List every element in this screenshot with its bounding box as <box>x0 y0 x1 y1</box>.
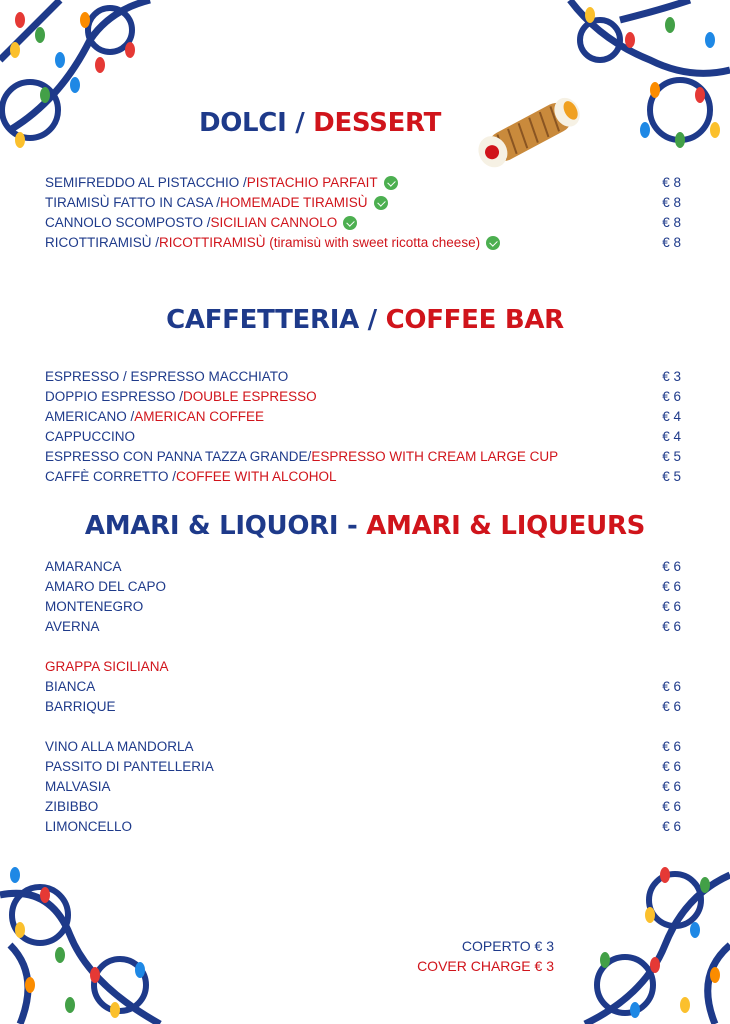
list-item <box>45 193 681 213</box>
list-item <box>45 677 681 697</box>
list-item <box>45 387 681 407</box>
item-name-italian: RICOTTIRAMISÙ / <box>45 235 159 250</box>
item-price: € 8 <box>662 235 681 250</box>
grappa-heading-label: GRAPPA SICILIANA <box>45 659 169 674</box>
item-price: € 8 <box>662 215 681 230</box>
item-price: € 6 <box>662 699 681 714</box>
item-price: € 6 <box>662 599 681 614</box>
coffee-list <box>45 367 681 487</box>
list-item <box>45 697 681 717</box>
item-price: € 5 <box>662 469 681 484</box>
list-item <box>45 233 681 253</box>
amari-list <box>45 557 681 837</box>
item-name-italian: ESPRESSO CON PANNA TAZZA GRANDE/ <box>45 449 312 464</box>
vegetarian-leaf-icon <box>486 236 500 250</box>
coffee-title <box>0 305 730 335</box>
item-name-italian: CAPPUCCINO <box>45 429 136 444</box>
list-item <box>45 577 681 597</box>
item-name: AMARO DEL CAPO <box>45 579 167 594</box>
item-price: € 6 <box>662 619 681 634</box>
list-item <box>45 777 681 797</box>
item-name-english: DOUBLE ESPRESSO <box>183 389 317 404</box>
item-name: ZIBIBBO <box>45 799 99 814</box>
grappa-heading <box>45 657 681 677</box>
coffee-title-italian: CAFFETTERIA / <box>166 305 377 335</box>
item-price: € 6 <box>662 579 681 594</box>
dessert-title-italian: DOLCI / <box>198 108 305 138</box>
item-name: BARRIQUE <box>45 699 116 714</box>
item-price: € 3 <box>662 369 681 384</box>
decorative-light-garland-bottom-right <box>565 855 730 1024</box>
vegetarian-leaf-icon <box>343 216 357 230</box>
item-name-italian: ESPRESSO / ESPRESSO MACCHIATO <box>45 369 289 384</box>
list-item <box>45 427 681 447</box>
list-item <box>45 597 681 617</box>
decorative-light-garland-bottom-left <box>0 855 170 1024</box>
item-name-english: AMERICAN COFFEE <box>134 409 265 424</box>
item-price: € 6 <box>662 819 681 834</box>
coffee-title-english: COFFEE BAR <box>385 305 564 335</box>
item-price: € 4 <box>662 429 681 444</box>
item-name-english: COFFEE WITH ALCOHOL <box>176 469 337 484</box>
item-name: VINO ALLA MANDORLA <box>45 739 194 754</box>
item-name-italian: TIRAMISÙ FATTO IN CASA / <box>45 195 221 210</box>
item-price: € 6 <box>662 759 681 774</box>
list-item <box>45 797 681 817</box>
item-name-italian: DOPPIO ESPRESSO / <box>45 389 184 404</box>
list-item <box>45 447 681 467</box>
item-name-english: SICILIAN CANNOLO <box>210 215 338 230</box>
item-price: € 6 <box>662 559 681 574</box>
item-price: € 5 <box>662 449 681 464</box>
item-price: € 6 <box>662 389 681 404</box>
item-name: AVERNA <box>45 619 100 634</box>
item-price: € 6 <box>662 799 681 814</box>
coperto-label: COPERTO € 3 <box>461 938 554 954</box>
cover-charge <box>417 936 554 976</box>
item-price: € 8 <box>662 195 681 210</box>
item-name-english: ESPRESSO WITH CREAM LARGE CUP <box>311 449 559 464</box>
list-item <box>45 213 681 233</box>
dessert-title-english: DESSERT <box>313 108 442 138</box>
list-item <box>45 173 681 193</box>
item-name-english: PISTACHIO PARFAIT <box>246 175 378 190</box>
item-price: € 6 <box>662 679 681 694</box>
list-item <box>45 737 681 757</box>
item-name: MALVASIA <box>45 779 111 794</box>
item-name: BIANCA <box>45 679 96 694</box>
item-price: € 8 <box>662 175 681 190</box>
list-item <box>45 817 681 837</box>
list-item <box>45 617 681 637</box>
item-name-english: HOMEMADE TIRAMISÙ <box>220 195 368 210</box>
item-name: AMARANCA <box>45 559 122 574</box>
dessert-title <box>0 108 730 138</box>
amari-title <box>0 511 730 541</box>
list-item <box>45 467 681 487</box>
item-name: LIMONCELLO <box>45 819 133 834</box>
item-name-english: RICOTTIRAMISÙ (tiramisù with sweet ricotta cheese) <box>159 235 481 250</box>
vegetarian-leaf-icon <box>374 196 388 210</box>
list-item <box>45 407 681 427</box>
list-item <box>45 367 681 387</box>
item-price: € 6 <box>662 779 681 794</box>
vegetarian-leaf-icon <box>384 176 398 190</box>
dessert-list <box>45 173 681 253</box>
list-item <box>45 557 681 577</box>
decorative-light-garland-top-left <box>0 0 160 170</box>
amari-title-italian: AMARI & LIQUORI - <box>84 511 358 541</box>
item-name-italian: CAFFÈ CORRETTO / <box>45 469 177 484</box>
item-name-italian: CANNOLO SCOMPOSTO / <box>45 215 211 230</box>
list-item <box>45 757 681 777</box>
item-name: PASSITO DI PANTELLERIA <box>45 759 214 774</box>
amari-title-english: AMARI & LIQUEURS <box>366 511 646 541</box>
item-price: € 4 <box>662 409 681 424</box>
item-price: € 6 <box>662 739 681 754</box>
item-name-italian: AMERICANO / <box>45 409 135 424</box>
item-name: MONTENEGRO <box>45 599 144 614</box>
cover-charge-label: COVER CHARGE € 3 <box>417 958 554 974</box>
item-name-italian: SEMIFREDDO AL PISTACCHIO / <box>45 175 247 190</box>
